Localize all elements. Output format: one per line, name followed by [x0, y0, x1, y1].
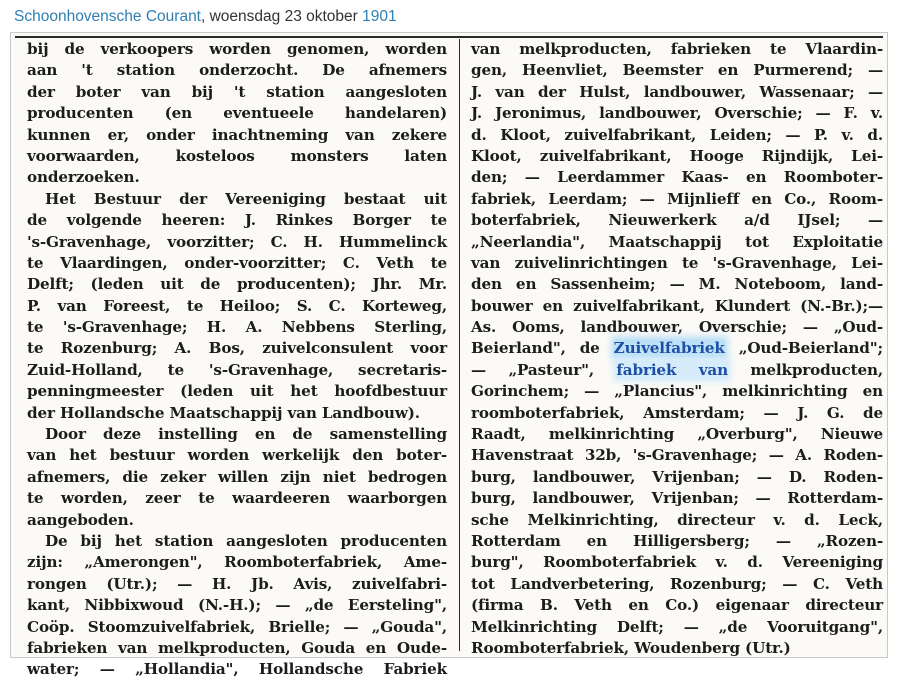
text-line — [471, 338, 883, 359]
text-line: afnemers, die zeker willen zijn niet bedrogen — [27, 467, 447, 486]
text-line: burg", Roomboterfabriek v. d. Vereeniging — [471, 553, 883, 572]
text-line: voorwaarden, kosteloos monsters laten — [27, 146, 447, 165]
text-line: tot Landverbetering, Rozenburg; — C. Veth — [471, 574, 883, 593]
text-line: aangeboden. — [27, 510, 134, 529]
page-header — [14, 6, 397, 28]
text-line: boterfabriek, Nieuwerkerk a/d IJsel; — — [471, 211, 883, 230]
text-line: Rotterdam en Hilligersberg; — „Rozen- — [471, 531, 883, 550]
text-line: den en Sassenheim; — M. Noteboom, land- — [471, 275, 883, 294]
text-segment: „Oud-Beierland"; — [724, 339, 883, 358]
text-line: Gorinchem; — „Plancius", melkinrichting en — [471, 382, 883, 401]
search-highlight[interactable]: Zuivelfabriek — [613, 339, 725, 358]
text-line: van het bestuur worden werkelijk den boter- — [27, 446, 447, 465]
year-link[interactable]: 1901 — [362, 8, 397, 25]
text-line: roomboterfabriek, Amsterdam; — J. G. de — [471, 403, 883, 422]
text-line: J. van der Hulst, landbouwer, Wassenaar; — — [471, 82, 883, 101]
text-line: De bij het station aangesloten producenten — [45, 531, 447, 550]
text-line: bij de verkoopers worden genomen, worden — [27, 40, 447, 58]
text-line: van melkproducten, fabrieken te Vlaardin- — [471, 40, 883, 58]
newspaper-clipping — [10, 32, 888, 679]
publication-link[interactable]: Schoonhovensche Courant — [14, 8, 201, 25]
text-line: der Hollandsche Maatschappij van Landbouw). — [27, 403, 420, 422]
text-segment: melkproducten, — [728, 360, 884, 379]
text-line: der boter van bij 't station aangesloten — [27, 82, 447, 101]
text-line: Roomboterfabriek, Woudenberg (Utr.) — [471, 638, 791, 657]
text-line: aan 't station onderzocht. De afnemers — [27, 61, 447, 80]
text-line: producenten (en eventueele handelaren) — [27, 104, 447, 123]
text-line: water; — „Hollandia", Hollandsche Fabriek — [27, 660, 447, 679]
text-line: fabriek, Leerdam; — Mijnlieff en Co., Room- — [471, 189, 883, 208]
text-line: Havenstraat 32b, 's-Gravenhage; — A. Roden- — [471, 446, 883, 465]
text-line: van zuivelinrichtingen te 's-Gravenhage, Lei- — [471, 253, 883, 272]
text-line: 's-Gravenhage, voorzitter; C. H. Hummelinck — [27, 232, 447, 251]
text-line: de volgende heeren: J. Rinkes Borger te — [27, 211, 447, 230]
text-line — [471, 360, 883, 381]
text-line: Delft; (leden uit de producenten); Jhr. Mr. — [27, 275, 447, 294]
text-segment: — „Pasteur", — [471, 360, 617, 379]
text-line: d. Kloot, zuivelfabrikant, Leiden; — P. v. d. — [471, 125, 883, 144]
text-line: bouwer en zuivelfabrikant, Klundert (N.-Br.);— — [471, 296, 883, 315]
date-text: , woensdag 23 oktober — [201, 8, 363, 25]
text-line: J. Jeronimus, landbouwer, Overschie; — F. v. — [471, 104, 883, 123]
text-line: Raadt, melkinrichting „Overburg", Nieuwe — [471, 425, 883, 444]
right-column — [471, 39, 883, 659]
text-line: Coöp. Stoomzuivelfabriek, Brielle; — „Gouda", — [27, 617, 447, 636]
left-column — [27, 39, 447, 681]
text-line: As. Ooms, landbouwer, Overschie; — „Oud- — [471, 318, 883, 337]
text-line: den; — Leerdammer Kaas- en Roomboter- — [471, 168, 883, 187]
text-line: burg, landbouwer, Vrijenban; — D. Roden- — [471, 467, 883, 486]
text-line: te worden, zeer te waardeeren waarborgen — [27, 489, 447, 508]
top-rule — [15, 36, 883, 38]
text-line: zijn: „Amerongen", Roomboterfabriek, Ame- — [27, 553, 447, 572]
text-line: sche Melkinrichting, directeur v. d. Leck, — [471, 510, 883, 529]
text-line: penningmeester (leden uit het hoofdbestuur — [27, 382, 447, 401]
text-line: „Neerlandia", Maatschappij tot Exploitatie — [471, 232, 883, 251]
search-highlight[interactable]: fabriek van — [616, 360, 728, 379]
text-line: kant, Nibbixwoud (N.-H.); — „de Eersteling", — [27, 596, 447, 615]
text-line: Door deze instelling en de samenstelling — [45, 425, 447, 444]
column-divider — [459, 39, 460, 651]
text-line: Zuid-Holland, te 's-Gravenhage, secretaris- — [27, 360, 447, 379]
text-line: te Vlaardingen, onder-voorzitter; C. Veth te — [27, 253, 447, 272]
text-line: Kloot, zuivelfabrikant, Hooge Rijndijk, Lei- — [471, 146, 883, 165]
text-line: rongen (Utr.); — H. Jb. Avis, zuivelfabri- — [27, 574, 447, 593]
text-line: te Rozenburg; A. Bos, zuivelconsulent voor — [27, 339, 447, 358]
text-line: Melkinrichting Delft; — „de Vooruitgang", — [471, 617, 883, 636]
text-line: burg, landbouwer, Vrijenban; — Rotterdam- — [471, 489, 883, 508]
text-line: (firma B. Veth en Co.) eigenaar directeur — [471, 596, 883, 615]
text-line: kunnen er, onder inachtneming van zekere — [27, 125, 447, 144]
text-line: gen, Heenvliet, Beemster en Purmerend; — — [471, 61, 883, 80]
text-line: onderzoeken. — [27, 168, 140, 187]
text-line: P. van Foreest, te Heiloo; S. C. Korteweg, — [27, 296, 447, 315]
text-segment: Beierland", de — [471, 339, 614, 358]
text-line: fabrieken van melkproducten, Gouda en Oude- — [27, 638, 447, 657]
text-line: te 's-Gravenhage; H. A. Nebbens Sterling, — [27, 318, 447, 337]
text-line: Het Bestuur der Vereeniging bestaat uit — [45, 189, 447, 208]
